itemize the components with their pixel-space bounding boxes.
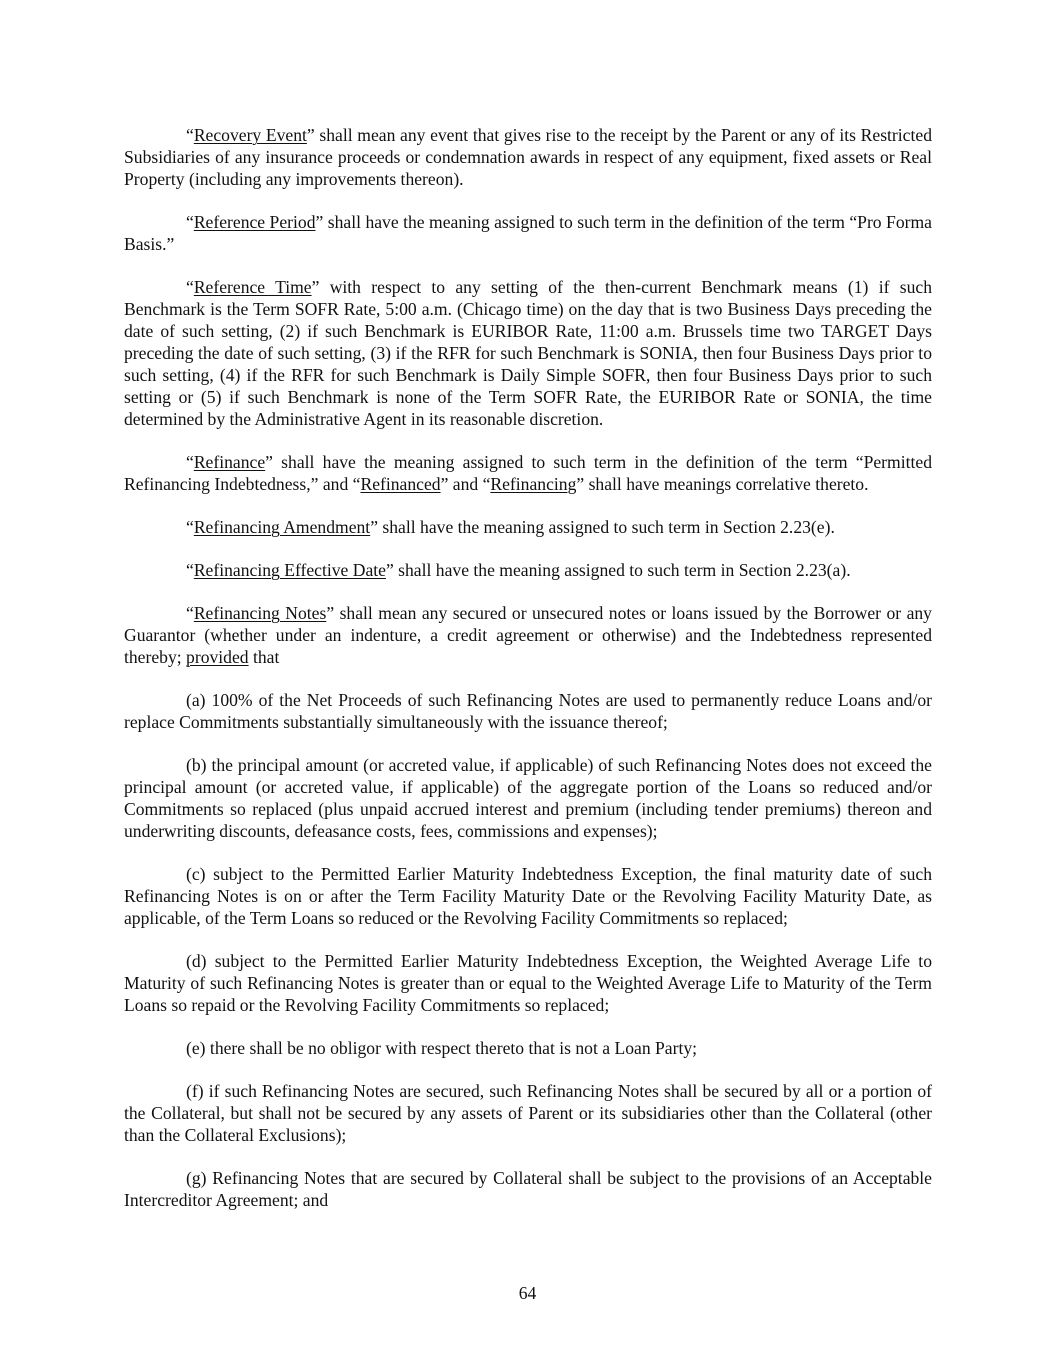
definition-refinancing-effective-date: “Refinancing Effective Date” shall have the meaning assigned to such term in Section 2.23(a).: [186, 560, 851, 580]
definition-text: shall mean any event that gives rise to the receipt by the Parent or any of its Restricted Subsidiaries of any insurance proceeds or condemnation awards in respect of any equipment, fixed assets or Real Property (including any improvements thereon).: [124, 125, 932, 189]
definition-reference-time: “Reference Time” with respect to any setting of the then-current Benchmark means (1) if such Benchmark is the Term SOFR Rate, 5:00 a.m. (Chicago time) on the day that is two Business Days preceding the date of such setting, (2) if such Benchmark is EURIBOR Rate, 11:00 a.m. Brussels time two TARGET Days preceding the date of such setting, (3) if the RFR for such Benchmark is SONIA, then four Business Days prior to such setting, (4) if the RFR for such Benchmark is Daily Simple SOFR, then four Business Days prior to such setting or (5) if such Benchmark is none of the Term SOFR Rate, the EURIBOR Rate or SONIA, the time determined by the Administrative Agent in its reasonable discretion.: [124, 277, 932, 429]
definition-refinancing-amendment: “Refinancing Amendment” shall have the meaning assigned to such term in Section 2.23(e).: [186, 517, 835, 537]
clause-c: (c) subject to the Permitted Earlier Maturity Indebtedness Exception, the final maturity date of such Refinancing Notes is on or after the Term Facility Maturity Date or the Revolving Facility Maturity Date, as applicable, of the Term Loans so reduced or the Revolving Facility Commitments so replaced;: [124, 864, 932, 928]
definition-refinancing-notes: “Refinancing Notes” shall mean any secured or unsecured notes or loans issued by the Borrower or any Guarantor (whether under an indenture, a credit agreement or otherwise) and the Indebtedness represented thereby; provided that: [124, 603, 932, 667]
definition-refinance: “Refinance” shall have the meaning assigned to such term in the definition of the term “Permitted Refinancing Indebtedness,” and “Refinanced” and “Refinancing” shall have meanings correlative thereto.: [124, 452, 932, 494]
defined-term: Refinancing Effective Date: [193, 560, 386, 580]
definition-text: shall mean any secured or unsecured notes or loans issued by the Borrower or any Guarantor (whether under an indenture, a credit agreement or otherwise) and the Indebtedness represented thereby;: [124, 603, 932, 667]
document-page: [124, 124, 932, 1232]
defined-term: Recovery Event: [193, 125, 307, 145]
defined-term: Reference Period: [193, 212, 316, 232]
definition-text: shall have the meaning assigned to such term in Section 2.23(e).: [378, 517, 835, 537]
provided-term: provided: [186, 647, 249, 667]
definition-recovery-event: “Recovery Event” shall mean any event that gives rise to the receipt by the Parent or any of its Restricted Subsidiaries of any insurance proceeds or condemnation awards in respect of any equipment, fixed assets or Real Property (including any improvements thereon).: [124, 125, 932, 189]
definition-text: shall have the meaning assigned to such term in the definition of the term “Permitted Refinancing Indebtedness,” and “: [124, 452, 932, 494]
definition-text: with respect to any setting of the then-current Benchmark means (1) if such Benchmark is the Term SOFR Rate, 5:00 a.m. (Chicago time) on the day that is two Business Days preceding the date of such setting, (2) if such Benchmark is EURIBOR Rate, 11:00 a.m. Brussels time two TARGET Days preceding the date of such setting, (3) if the RFR for such Benchmark is SONIA, then four Business Days prior to such setting, (4) if the RFR for such Benchmark is Daily Simple SOFR, then four Business Days prior to such setting or (5) if such Benchmark is none of the Term SOFR Rate, the EURIBOR Rate or SONIA, the time determined by the Administrative Agent in its reasonable discretion.: [124, 277, 932, 429]
clause-b: (b) the principal amount (or accreted value, if applicable) of such Refinancing Notes does not exceed the principal amount (or accreted value, if applicable) of the aggregate portion of the Loans so reduced and/or Commitments so replaced (plus unpaid accrued interest and premium (including tender premiums) thereon and underwriting discounts, defeasance costs, fees, commissions and expenses);: [124, 755, 932, 841]
defined-term: Refinancing Notes: [193, 603, 327, 623]
defined-term: Reference Time: [193, 277, 312, 297]
clause-f: (f) if such Refinancing Notes are secured, such Refinancing Notes shall be secured by all or a portion of the Collateral, but shall not be secured by any assets of Parent or its subsidiaries other than the Collateral (other than the Collateral Exclusions);: [124, 1081, 932, 1145]
definition-text: shall have the meaning assigned to such term in the definition of the term “Pro Forma Basis.”: [124, 212, 932, 254]
clause-g: (g) Refinancing Notes that are secured by Collateral shall be subject to the provisions of an Acceptable Intercreditor Agreement; and: [124, 1168, 932, 1210]
clause-e: (e) there shall be no obligor with respect thereto that is not a Loan Party;: [186, 1038, 698, 1058]
clause-a: (a) 100% of the Net Proceeds of such Refinancing Notes are used to permanently reduce Loans and/or replace Commitments substantially simultaneously with the issuance thereof;: [124, 690, 932, 732]
definition-reference-period: “Reference Period” shall have the meaning assigned to such term in the definition of the term “Pro Forma Basis.”: [124, 212, 932, 254]
clause-d: (d) subject to the Permitted Earlier Maturity Indebtedness Exception, the Weighted Average Life to Maturity of such Refinancing Notes is greater than or equal to the Weighted Average Life to Maturity of the Term Loans so repaid or the Revolving Facility Commitments so replaced;: [124, 951, 932, 1015]
defined-term: Refinanced: [360, 474, 441, 494]
page-number: 64: [518, 1283, 537, 1303]
defined-term: Refinancing Amendment: [193, 517, 371, 537]
defined-term: Refinance: [193, 452, 266, 472]
defined-term: Refinancing: [490, 474, 577, 494]
definition-text: shall have the meaning assigned to such term in Section 2.23(a).: [393, 560, 851, 580]
